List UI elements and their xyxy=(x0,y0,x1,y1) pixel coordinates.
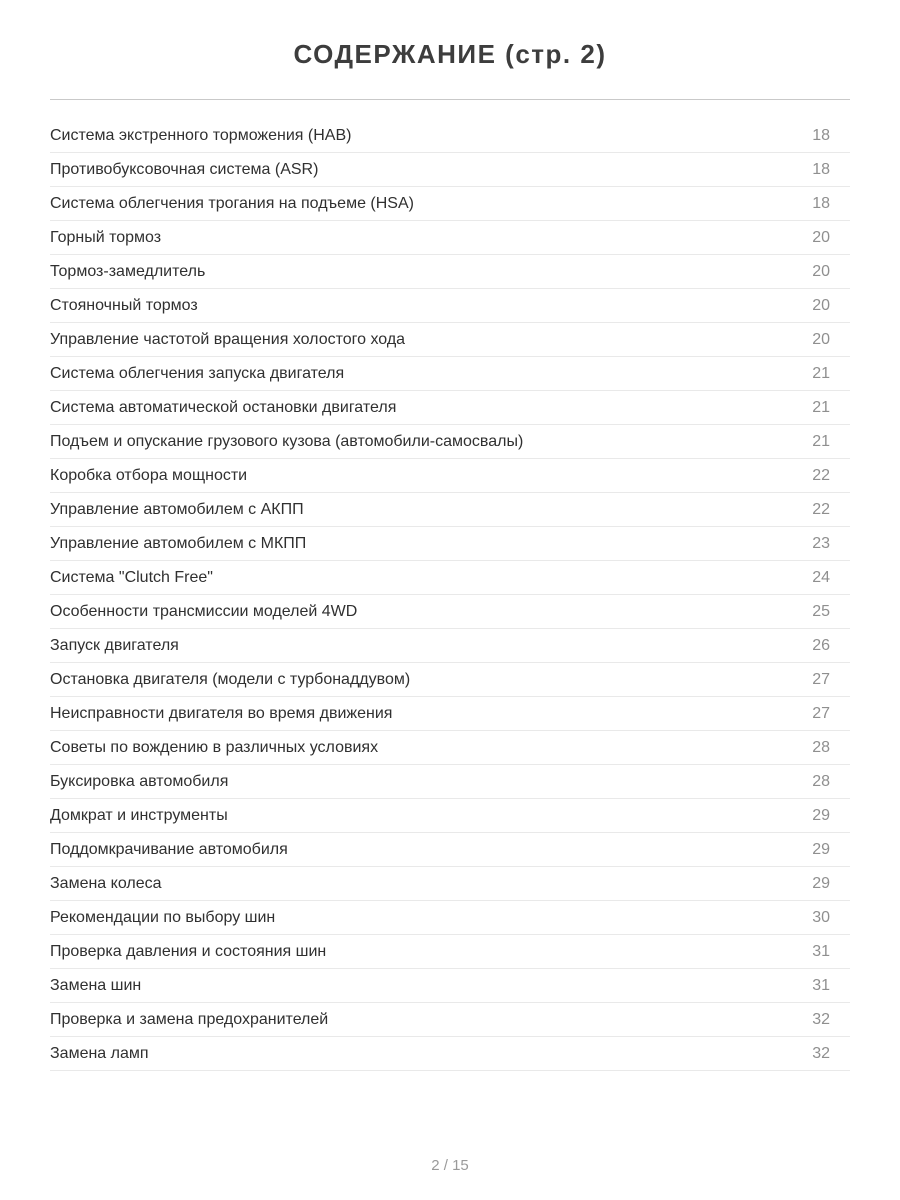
toc-entry-label: Проверка и замена предохранителей xyxy=(50,1010,329,1028)
toc-entry-page-number: 22 xyxy=(812,466,830,484)
toc-entry-page-number: 23 xyxy=(812,534,830,552)
toc-entry-page-number: 29 xyxy=(812,840,830,858)
toc-entry-page-number: 32 xyxy=(812,1044,830,1062)
toc-entry-page-number: 18 xyxy=(812,126,830,144)
toc-entry-label: Запуск двигателя xyxy=(50,636,179,654)
toc-entry-page-number: 28 xyxy=(812,738,830,756)
toc-entry-page-number: 20 xyxy=(812,296,830,314)
toc-entry-label: Коробка отбора мощности xyxy=(50,466,248,484)
toc-entry-row xyxy=(50,153,850,187)
toc-entry-label: Система автоматической остановки двигателя xyxy=(50,398,397,416)
toc-entry-row xyxy=(50,289,850,323)
toc-entry-label: Стояночный тормоз xyxy=(50,296,198,314)
toc-entry-page-number: 20 xyxy=(812,228,830,246)
toc-entry-row xyxy=(50,527,850,561)
toc-entry-row xyxy=(50,629,850,663)
toc-entry-row xyxy=(50,1003,850,1037)
toc-entry-label: Тормоз-замедлитель xyxy=(50,262,206,280)
toc-entry-page-number: 29 xyxy=(812,806,830,824)
toc-entry-row xyxy=(50,731,850,765)
toc-entry-page-number: 21 xyxy=(812,364,830,382)
toc-entry-row xyxy=(50,357,850,391)
toc-entry-label: Горный тормоз xyxy=(50,228,162,246)
toc-entry-label: Система облегчения трогания на подъеме (HSA) xyxy=(50,194,414,212)
toc-entry-row xyxy=(50,255,850,289)
toc-entry-label: Замена шин xyxy=(50,976,142,994)
toc-entry-row xyxy=(50,323,850,357)
toc-entry-page-number: 31 xyxy=(812,942,830,960)
toc-entry-page-number: 27 xyxy=(812,704,830,722)
toc-entry-page-number: 31 xyxy=(812,976,830,994)
toc-entry-label: Домкрат и инструменты xyxy=(50,806,228,824)
toc-list xyxy=(50,119,850,1071)
toc-entry-label: Подъем и опускание грузового кузова (автомобили-самосвалы) xyxy=(50,432,524,450)
toc-entry-label: Особенности трансмиссии моделей 4WD xyxy=(50,602,358,620)
toc-entry-page-number: 30 xyxy=(812,908,830,926)
toc-entry-label: Проверка давления и состояния шин xyxy=(50,942,327,960)
toc-entry-row xyxy=(50,901,850,935)
toc-entry-page-number: 21 xyxy=(812,432,830,450)
toc-entry-label: Неисправности двигателя во время движения xyxy=(50,704,393,722)
toc-entry-row xyxy=(50,765,850,799)
toc-entry-label: Система облегчения запуска двигателя xyxy=(50,364,345,382)
page-number-indicator: 2 / 15 xyxy=(431,1156,469,1174)
toc-entry-page-number: 24 xyxy=(812,568,830,586)
toc-entry-label: Замена колеса xyxy=(50,874,162,892)
toc-entry-row xyxy=(50,221,850,255)
toc-entry-label: Управление частотой вращения холостого хода xyxy=(50,330,406,348)
toc-entry-page-number: 18 xyxy=(812,194,830,212)
toc-entry-label: Замена ламп xyxy=(50,1044,149,1062)
toc-entry-row xyxy=(50,867,850,901)
toc-entry-row xyxy=(50,187,850,221)
toc-entry-page-number: 20 xyxy=(812,330,830,348)
toc-entry-page-number: 26 xyxy=(812,636,830,654)
title-divider xyxy=(50,99,850,100)
toc-entry-row xyxy=(50,391,850,425)
toc-entry-label: Рекомендации по выбору шин xyxy=(50,908,276,926)
toc-entry-page-number: 18 xyxy=(812,160,830,178)
toc-entry-row xyxy=(50,697,850,731)
toc-entry-label: Система "Clutch Free" xyxy=(50,568,213,586)
toc-entry-label: Буксировка автомобиля xyxy=(50,772,229,790)
toc-entry-page-number: 28 xyxy=(812,772,830,790)
toc-entry-row xyxy=(50,833,850,867)
toc-entry-label: Управление автомобилем с МКПП xyxy=(50,534,307,552)
toc-entry-label: Остановка двигателя (модели с турбонаддувом) xyxy=(50,670,411,688)
toc-entry-page-number: 29 xyxy=(812,874,830,892)
toc-entry-row xyxy=(50,493,850,527)
toc-entry-row xyxy=(50,459,850,493)
toc-entry-row xyxy=(50,969,850,1003)
toc-entry-page-number: 25 xyxy=(812,602,830,620)
toc-entry-page-number: 27 xyxy=(812,670,830,688)
toc-entry-label: Система экстренного торможения (HAB) xyxy=(50,126,352,144)
toc-entry-row xyxy=(50,1037,850,1071)
toc-entry-row xyxy=(50,595,850,629)
toc-entry-page-number: 20 xyxy=(812,262,830,280)
toc-entry-row xyxy=(50,663,850,697)
toc-entry-page-number: 22 xyxy=(812,500,830,518)
toc-entry-row xyxy=(50,425,850,459)
toc-entry-row xyxy=(50,799,850,833)
toc-entry-row xyxy=(50,561,850,595)
page-title: СОДЕРЖАНИЕ (стр. 2) xyxy=(293,39,607,69)
toc-entry-label: Противобуксовочная система (ASR) xyxy=(50,160,319,178)
toc-entry-label: Поддомкрачивание автомобиля xyxy=(50,840,288,858)
toc-entry-page-number: 21 xyxy=(812,398,830,416)
toc-entry-label: Управление автомобилем с АКПП xyxy=(50,500,304,518)
toc-entry-row xyxy=(50,119,850,153)
toc-entry-label: Советы по вождению в различных условиях xyxy=(50,738,379,756)
toc-entry-page-number: 32 xyxy=(812,1010,830,1028)
toc-entry-row xyxy=(50,935,850,969)
